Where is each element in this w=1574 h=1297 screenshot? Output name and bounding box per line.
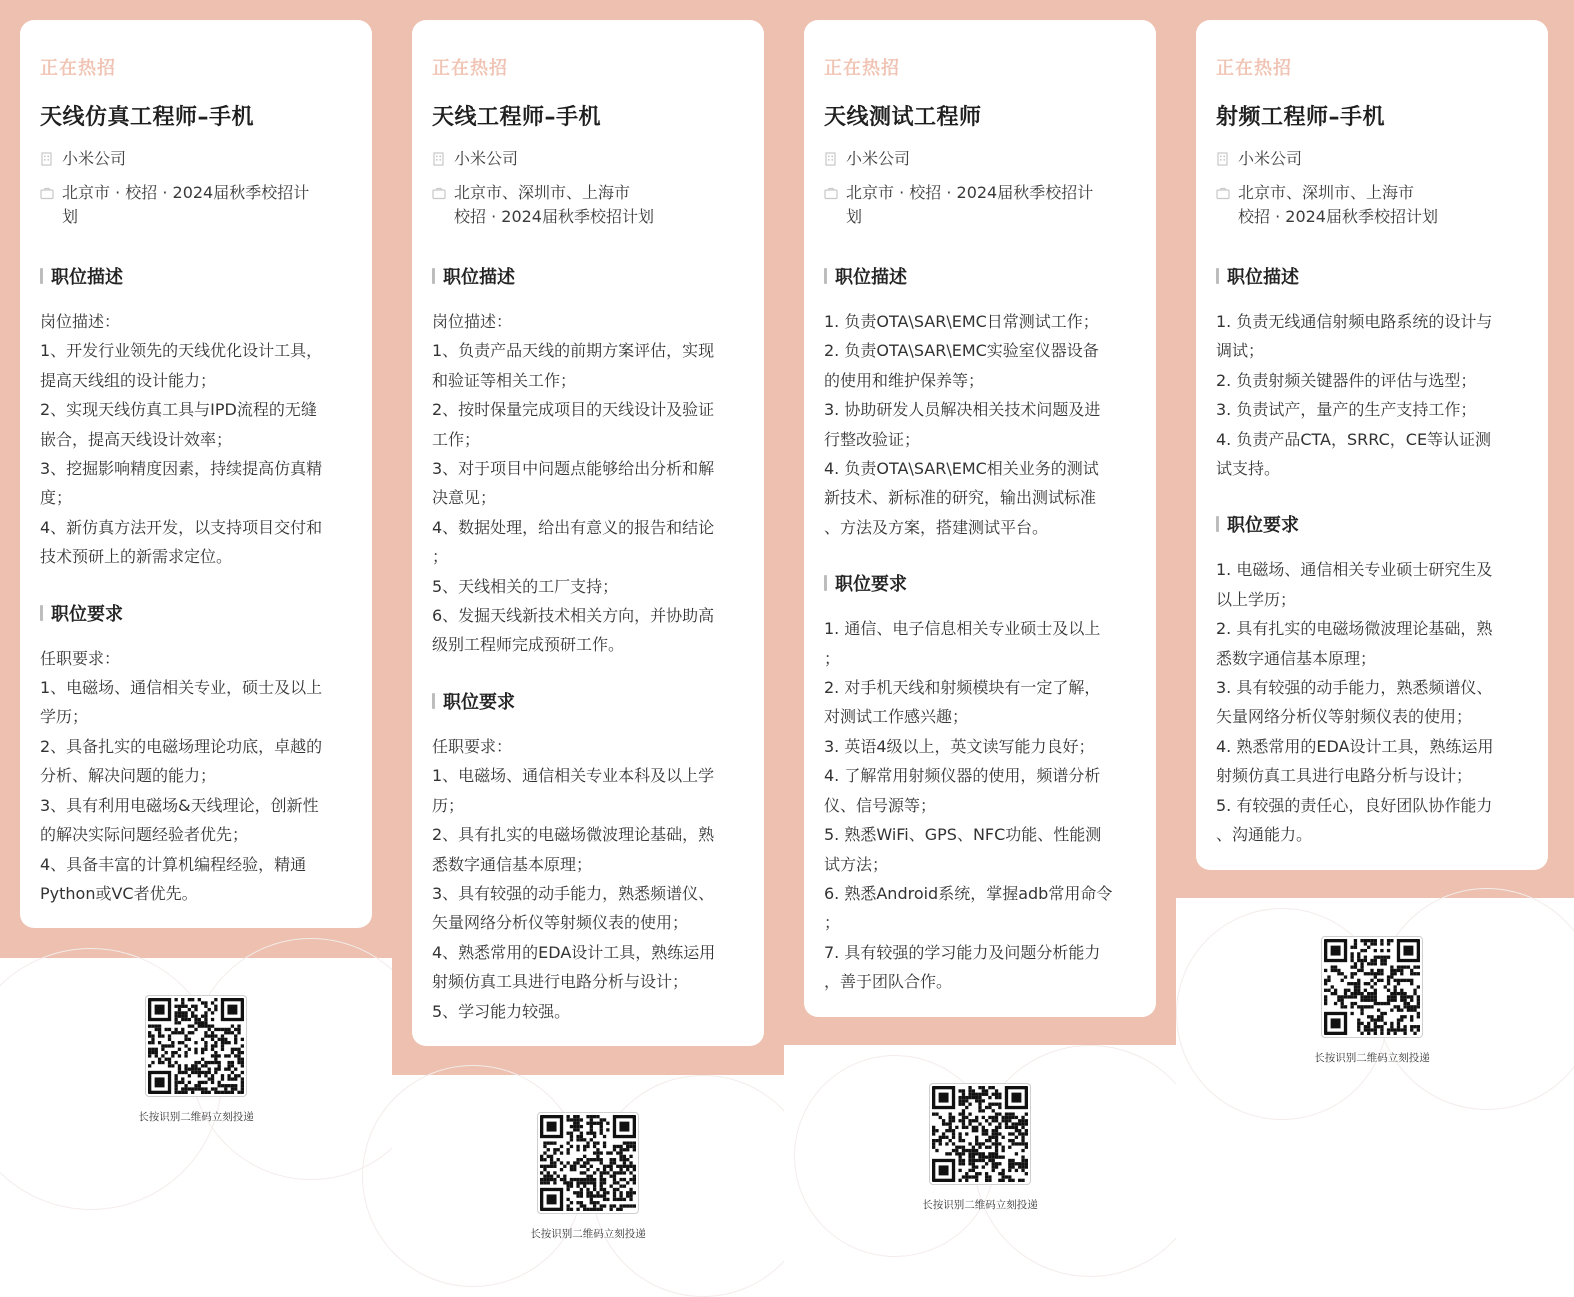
text-line: 5、学习能力较强。 <box>432 1001 571 1021</box>
text-line: 分析、解决问题的能力； <box>40 766 217 786</box>
text-line: 2、具有扎实的电磁场微波理论基础，熟 <box>432 825 715 845</box>
text-line: 、沟通能力。 <box>1216 825 1313 845</box>
section-bar <box>432 693 435 709</box>
location-line: 划 <box>62 207 79 226</box>
section-header <box>432 688 746 714</box>
text-line: 悉数字通信基本原理； <box>432 854 593 874</box>
apply-qr-block[interactable] <box>126 995 266 1124</box>
text-line: 提高天线组的设计能力； <box>40 370 217 390</box>
text-line: ； <box>432 547 449 567</box>
text-line: 6. 熟悉Android系统，掌握adb常用命令 <box>824 883 1113 903</box>
qr-code[interactable] <box>537 1112 639 1214</box>
section-body <box>40 307 354 572</box>
job-card <box>804 20 1156 1017</box>
building-icon <box>40 152 54 166</box>
text-line: 4. 负责产品CTA，SRRC，CE等认证测 <box>1216 429 1492 449</box>
job-title: 天线测试工程师 <box>824 105 982 130</box>
text-line: 决意见； <box>432 488 497 508</box>
location-row <box>432 181 746 229</box>
job-column-3 <box>784 0 1176 1280</box>
building-icon <box>432 152 446 166</box>
section-title: 职位描述 <box>443 267 515 288</box>
section-title: 职位要求 <box>835 574 907 596</box>
qr-code[interactable] <box>1321 936 1423 1038</box>
job-column-1 <box>0 0 392 1280</box>
job-title: 射频工程师–手机 <box>1216 105 1386 130</box>
briefcase-icon <box>432 186 446 200</box>
text-line: 4、数据处理，给出有意义的报告和结论 <box>432 517 715 537</box>
job-card <box>1196 20 1548 870</box>
apply-qr-block[interactable] <box>1302 936 1442 1065</box>
text-line: 射频仿真工具进行电路分析与设计； <box>432 972 689 992</box>
location-row <box>1216 181 1530 229</box>
text-line: 和验证等相关工作； <box>432 370 577 390</box>
company-name: 小米公司 <box>454 149 519 168</box>
section-header <box>824 570 1138 596</box>
location-line: 校招 · 2024届秋季校招计划 <box>454 207 654 226</box>
job-card <box>20 20 372 928</box>
text-line: 2. 具有扎实的电磁场微波理论基础，熟 <box>1216 619 1493 639</box>
text-line: 3. 协助研发人员解决相关技术问题及进 <box>824 400 1101 420</box>
text-line: 对测试工作感兴趣； <box>824 707 969 727</box>
section-bar <box>432 268 435 284</box>
section-header <box>432 263 746 289</box>
text-line: 岗位描述： <box>40 312 121 331</box>
section-title: 职位描述 <box>1227 267 1299 288</box>
text-line: 嵌合，提高天线设计效率； <box>40 429 233 449</box>
section-body <box>40 644 354 909</box>
text-line: 2、具备扎实的电磁场理论功底，卓越的 <box>40 736 323 756</box>
text-line: 射频仿真工具进行电路分析与设计； <box>1216 766 1473 786</box>
hot-label: 正在热招 <box>40 58 116 79</box>
location-line: 北京市 · 校招 · 2024届秋季校招计 <box>62 183 310 202</box>
briefcase-icon <box>1216 186 1230 200</box>
company-row <box>40 147 354 171</box>
text-line: 任职要求： <box>40 648 121 668</box>
text-line: 学历； <box>40 707 89 727</box>
section-bar <box>1216 516 1219 532</box>
text-line: 1、开发行业领先的天线优化设计工具， <box>40 341 323 361</box>
hot-label: 正在热招 <box>1216 58 1292 79</box>
company-row <box>1216 147 1530 171</box>
text-line: 以上学历； <box>1216 589 1297 609</box>
text-line: 技术预研上的新需求定位。 <box>40 547 233 567</box>
text-line: 4、熟悉常用的EDA设计工具，熟练运用 <box>432 942 716 962</box>
company-name: 小米公司 <box>846 149 911 168</box>
text-line: 调试； <box>1216 341 1265 361</box>
qr-caption: 长按识别二维码立刻投递 <box>530 1228 646 1240</box>
text-line: ； <box>824 913 841 933</box>
text-line: 、方法及方案，搭建测试平台。 <box>824 517 1049 537</box>
section-body <box>1216 555 1530 849</box>
section-body <box>432 732 746 1026</box>
section-title: 职位描述 <box>51 267 123 288</box>
text-line: 试支持。 <box>1216 459 1281 479</box>
text-line: 度； <box>40 488 73 508</box>
text-line: 2. 对手机天线和射频模块有一定了解， <box>824 678 1101 698</box>
text-line: 1、负责产品天线的前期方案评估，实现 <box>432 341 715 361</box>
section-title: 职位要求 <box>51 603 123 625</box>
text-line: 3. 英语4级以上，英文读写能力良好； <box>824 736 1095 756</box>
text-line: 3、具有利用电磁场&天线理论，创新性 <box>40 795 319 815</box>
location-line: 北京市、深圳市、上海市 <box>1238 183 1415 202</box>
building-icon <box>824 152 838 166</box>
text-line: 2、实现天线仿真工具与IPD流程的无缝 <box>40 400 317 420</box>
text-line: 2、按时保量完成项目的天线设计及验证 <box>432 400 715 420</box>
location-line: 北京市 · 校招 · 2024届秋季校招计 <box>846 183 1094 202</box>
text-line: 5. 熟悉WiFi、GPS、NFC功能、性能测 <box>824 825 1102 845</box>
section-header <box>40 600 354 626</box>
company-name: 小米公司 <box>62 149 127 168</box>
text-line: 的解决实际问题经验者优先； <box>40 825 249 845</box>
text-line: 2. 负责OTA\SAR\EMC实验室仪器设备 <box>824 341 1099 361</box>
section-bar <box>824 575 827 591</box>
text-line: 行整改验证； <box>824 429 921 449</box>
qr-caption: 长按识别二维码立刻投递 <box>922 1199 1038 1211</box>
text-line: 3、挖掘影响精度因素，持续提高仿真精 <box>40 459 323 479</box>
section-header <box>824 263 1138 289</box>
section-body <box>824 307 1138 542</box>
job-column-2 <box>392 0 784 1280</box>
text-line: 6、发掘天线新技术相关方向，并协助高 <box>432 606 715 626</box>
text-line: 7. 具有较强的学习能力及问题分析能力 <box>824 942 1101 962</box>
job-column-4 <box>1176 0 1574 1280</box>
text-line: 1、电磁场、通信相关专业，硕士及以上 <box>40 678 323 698</box>
text-line: 3. 具有较强的动手能力，熟悉频谱仪、 <box>1216 678 1493 698</box>
location-row <box>40 181 354 229</box>
text-line: 4. 熟悉常用的EDA设计工具，熟练运用 <box>1216 736 1494 756</box>
qr-caption: 长按识别二维码立刻投递 <box>138 1111 254 1123</box>
text-line: 矢量网络分析仪等射频仪表的使用； <box>1216 707 1473 727</box>
section-bar <box>1216 268 1219 284</box>
text-line: Python或VC者优先。 <box>40 883 198 903</box>
text-line: 级别工程师完成预研工作。 <box>432 635 625 655</box>
section-body <box>432 307 746 660</box>
location-line: 校招 · 2024届秋季校招计划 <box>1238 207 1438 226</box>
section-header <box>1216 511 1530 537</box>
section-title: 职位要求 <box>443 691 515 713</box>
text-line: 任职要求： <box>432 736 513 756</box>
location-line: 划 <box>846 207 863 226</box>
text-line: 新技术、新标准的研究，输出测试标准 <box>824 488 1097 508</box>
job-card <box>412 20 764 1046</box>
section-header <box>1216 263 1530 289</box>
text-line: 3. 负责试产，量产的生产支持工作； <box>1216 400 1477 420</box>
text-line: 1. 负责无线通信射频电路系统的设计与 <box>1216 312 1493 331</box>
hot-label: 正在热招 <box>824 58 900 79</box>
section-bar <box>40 268 43 284</box>
text-line: 2. 负责射频关键器件的评估与选型； <box>1216 370 1477 390</box>
text-line: 历； <box>432 795 465 815</box>
text-line: 仪、信号源等； <box>824 795 937 815</box>
section-body <box>824 614 1138 996</box>
text-line: 5、天线相关的工厂支持； <box>432 576 619 596</box>
qr-code[interactable] <box>145 995 247 1097</box>
text-line: 4. 了解常用射频仪器的使用，频谱分析 <box>824 766 1101 786</box>
qr-code[interactable] <box>929 1083 1031 1185</box>
text-line: 4、具备丰富的计算机编程经验，精通 <box>40 854 307 874</box>
text-line: 4、新仿真方法开发，以支持项目交付和 <box>40 517 323 537</box>
section-title: 职位要求 <box>1227 515 1299 537</box>
qr-caption: 长按识别二维码立刻投递 <box>1314 1052 1430 1064</box>
company-row <box>824 147 1138 171</box>
text-line: 3、对于项目中问题点能够给出分析和解 <box>432 459 715 479</box>
hot-label: 正在热招 <box>432 58 508 79</box>
location-row <box>824 181 1138 229</box>
briefcase-icon <box>40 186 54 200</box>
section-title: 职位描述 <box>835 267 907 288</box>
location-line: 北京市、深圳市、上海市 <box>454 183 631 202</box>
text-line: 4. 负责OTA\SAR\EMC相关业务的测试 <box>824 459 1099 479</box>
company-row <box>432 147 746 171</box>
text-line: 试方法； <box>824 854 889 874</box>
text-line: 1. 电磁场、通信相关专业硕士研究生及 <box>1216 560 1493 580</box>
building-icon <box>1216 152 1230 166</box>
text-line: 的使用和维护保养等； <box>824 370 985 390</box>
text-line: 3、具有较强的动手能力，熟悉频谱仪、 <box>432 883 715 903</box>
text-line: ，善于团队合作。 <box>824 972 953 992</box>
section-header <box>40 263 354 289</box>
text-line: 1、电磁场、通信相关专业本科及以上学 <box>432 766 715 786</box>
apply-qr-block[interactable] <box>910 1083 1050 1212</box>
briefcase-icon <box>824 186 838 200</box>
text-line: 岗位描述： <box>432 312 513 331</box>
job-title: 天线仿真工程师–手机 <box>40 105 255 130</box>
text-line: 工作； <box>432 429 481 449</box>
text-line: 1. 负责OTA\SAR\EMC日常测试工作； <box>824 312 1099 331</box>
text-line: ； <box>824 648 841 668</box>
text-line: 5. 有较强的责任心，良好团队协作能力 <box>1216 795 1493 815</box>
company-name: 小米公司 <box>1238 149 1303 168</box>
section-bar <box>824 268 827 284</box>
job-title: 天线工程师–手机 <box>432 105 602 130</box>
text-line: 1. 通信、电子信息相关专业硕士及以上 <box>824 619 1101 639</box>
section-bar <box>40 605 43 621</box>
text-line: 悉数字通信基本原理； <box>1216 648 1377 668</box>
text-line: 矢量网络分析仪等射频仪表的使用； <box>432 913 689 933</box>
apply-qr-block[interactable] <box>518 1112 658 1241</box>
section-body <box>1216 307 1530 483</box>
